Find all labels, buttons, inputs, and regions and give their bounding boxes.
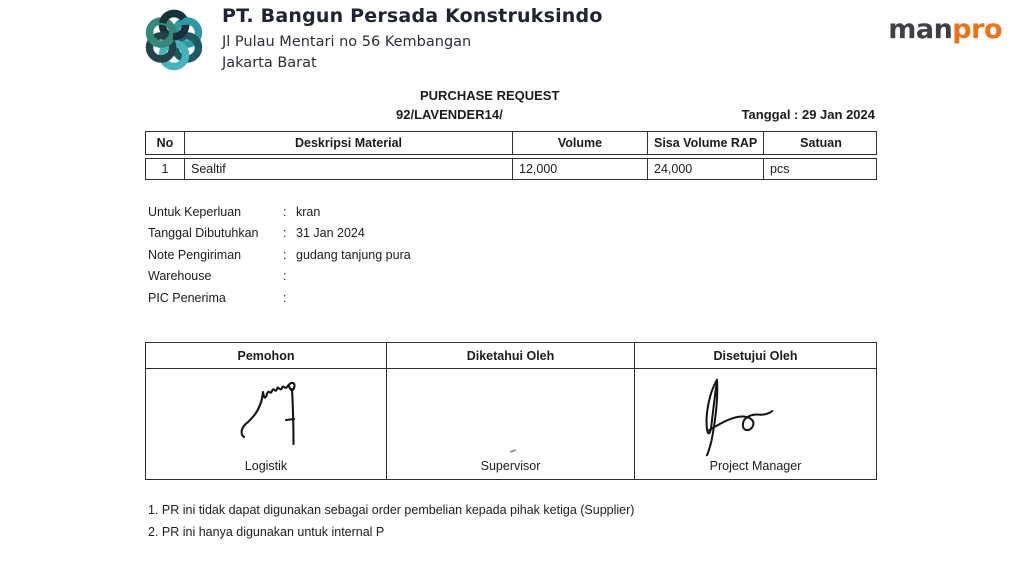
detail-row-note-pengiriman [148, 244, 411, 266]
approval-header: Diketahui Oleh [387, 343, 634, 369]
header-satuan: Satuan [763, 132, 878, 154]
cell-sisa-volume-rap: 24,000 [647, 159, 763, 179]
detail-separator: : [283, 269, 287, 284]
detail-separator: : [283, 247, 287, 262]
cell-satuan: pcs [763, 159, 878, 179]
detail-label: Untuk Keperluan [148, 204, 242, 219]
detail-label: PIC Penerima [148, 290, 226, 305]
cell-volume: 12,000 [512, 159, 647, 179]
pemohon-signature [234, 377, 312, 453]
approval-header: Pemohon [146, 343, 386, 369]
header-sisa-volume-rap: Sisa Volume RAP [647, 132, 763, 154]
company-address-line1: Jl Pulau Mentari no 56 Kembangan [222, 34, 472, 50]
detail-value: 31 Jan 2024 [296, 226, 365, 241]
detail-row-pic-penerima [148, 287, 411, 309]
company-address-line2: Jakarta Barat [222, 55, 317, 71]
note-2: 2. PR ini hanya digunakan untuk internal P [148, 525, 385, 539]
stray-mark [509, 449, 515, 453]
approval-role: Supervisor [480, 459, 541, 473]
header-volume: Volume [512, 132, 647, 154]
request-details [148, 201, 411, 309]
header-no: No [156, 136, 174, 150]
approval-role: Logistik [244, 459, 288, 473]
detail-label: Tanggal Dibutuhkan [148, 226, 259, 241]
detail-value: gudang tanjung pura [296, 247, 411, 262]
cell-no: 1 [161, 162, 169, 176]
detail-row-tanggal-dibutuhkan [148, 223, 411, 245]
header-deskripsi: Deskripsi Material [184, 132, 512, 154]
approval-column-disetujui-oleh [634, 343, 876, 479]
approval-column-pemohon [146, 343, 386, 479]
detail-row-untuk-keperluan [148, 201, 411, 223]
approval-table [145, 342, 877, 480]
detail-separator: : [283, 204, 287, 219]
materials-table-header-row [145, 131, 877, 155]
approval-header: Disetujui Oleh [635, 343, 876, 369]
manpro-logo-pro: pro [952, 14, 1002, 45]
detail-value: kran [296, 204, 321, 219]
company-header [222, 4, 603, 74]
company-logo-icon [139, 6, 209, 74]
detail-separator: : [283, 226, 287, 241]
approval-role: Project Manager [709, 459, 802, 473]
detail-label: Warehouse [148, 269, 212, 284]
manpro-logo-man: man [888, 14, 953, 45]
materials-table [145, 131, 877, 180]
footer-notes [148, 499, 634, 543]
materials-table-row [145, 158, 877, 180]
detail-separator: : [283, 290, 287, 305]
detail-row-warehouse [148, 266, 411, 288]
manpro-logo [888, 14, 1002, 45]
note-1: 1. PR ini tidak dapat digunakan sebagai order pembelian kepada pihak ketiga (Supplier) [148, 503, 635, 517]
document-title: PURCHASE REQUEST [420, 88, 560, 103]
company-name: PT. Bangun Persada Konstruksindo [222, 5, 603, 27]
detail-label: Note Pengiriman [148, 247, 242, 262]
approval-column-diketahui-oleh [386, 343, 634, 479]
cell-deskripsi: Sealtif [184, 159, 512, 179]
document-number: 92/LAVENDER14/ [396, 107, 503, 122]
project-manager-signature [695, 373, 787, 461]
document-date: Tanggal : 29 Jan 2024 [741, 107, 875, 122]
